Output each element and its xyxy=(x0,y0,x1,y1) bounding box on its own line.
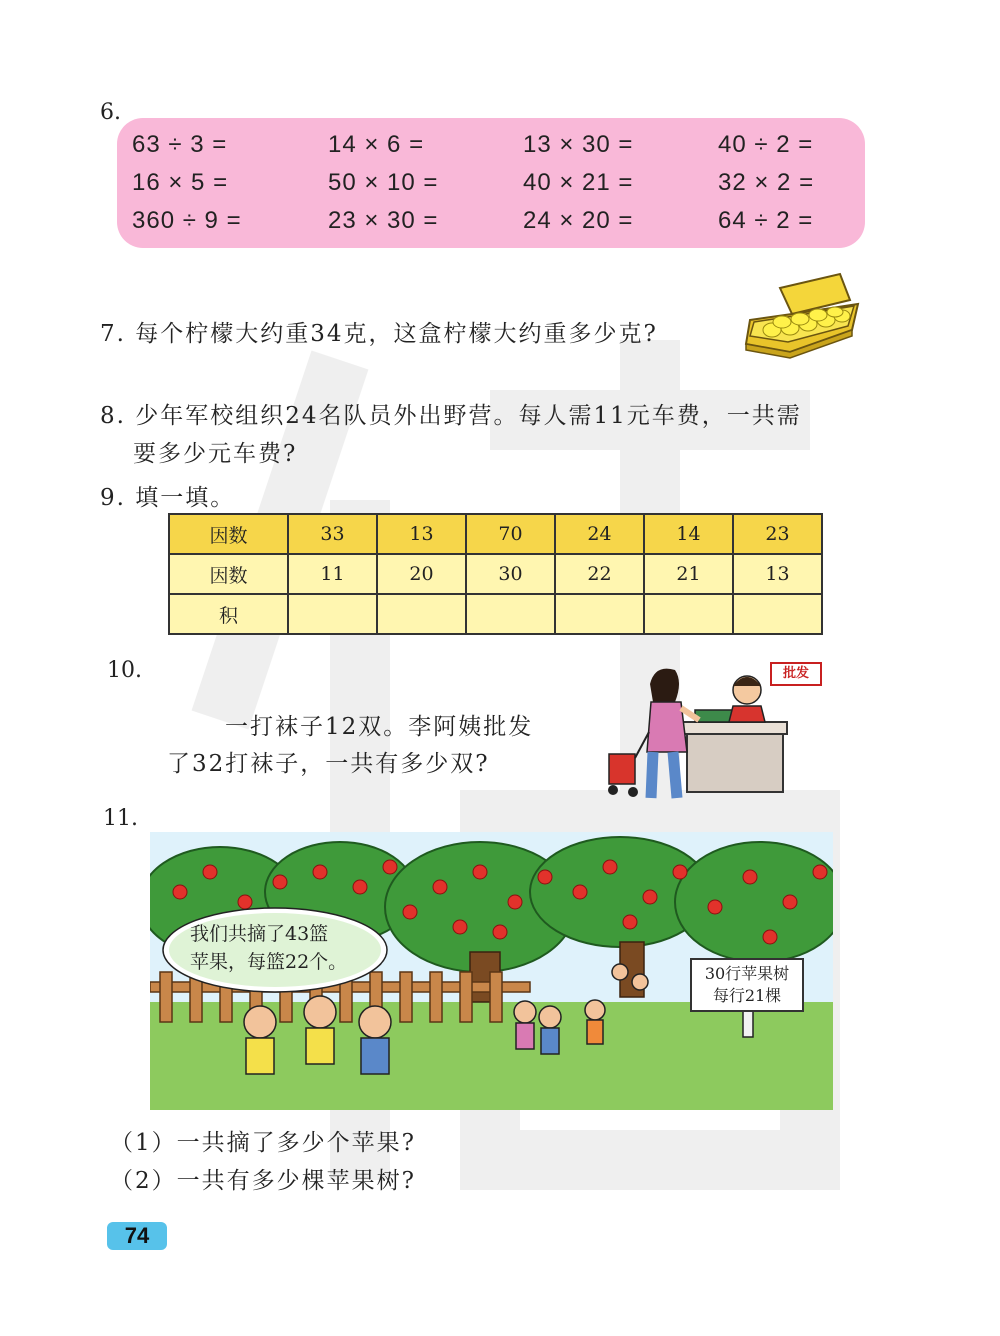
problem10-text-line2: 了32打袜子，一共有多少双? xyxy=(167,751,490,777)
orchard-sign xyxy=(690,958,804,1012)
table-cell: 23 xyxy=(733,514,822,554)
table-cell: 33 xyxy=(288,514,377,554)
table-cell: 22 xyxy=(555,554,644,594)
table-cell: 11 xyxy=(288,554,377,594)
page-number: 74 xyxy=(107,1222,167,1250)
calc-item: 14 × 6 = xyxy=(328,131,425,158)
problem8-line1 xyxy=(100,397,802,430)
answer-cell[interactable] xyxy=(377,594,466,634)
table-cell: 24 xyxy=(555,514,644,554)
table-cell: 13 xyxy=(377,514,466,554)
table-row xyxy=(169,594,822,634)
answer-cell[interactable] xyxy=(733,594,822,634)
sign-line1: 30行苹果树 xyxy=(704,964,790,983)
problem6-number: 6. xyxy=(100,100,121,125)
calc-item: 13 × 30 = xyxy=(523,131,634,158)
calculation-box xyxy=(117,118,865,248)
problem8-text-line1: 少年军校组织24名队员外出野营。每人需11元车费，一共需 xyxy=(135,403,802,429)
table-cell: 30 xyxy=(466,554,555,594)
lemon-box-illustration xyxy=(742,270,862,360)
problem7 xyxy=(100,315,658,348)
calc-item: 23 × 30 = xyxy=(328,207,439,234)
answer-cell[interactable] xyxy=(466,594,555,634)
calc-item: 63 ÷ 3 = xyxy=(132,131,228,158)
row-label: 因数 xyxy=(169,514,288,554)
problem8-text-line2: 要多少元车费? xyxy=(133,441,298,467)
table-cell: 14 xyxy=(644,514,733,554)
answer-cell[interactable] xyxy=(644,594,733,634)
calc-item: 24 × 20 = xyxy=(523,207,634,234)
apple-orchard-illustration xyxy=(150,832,833,1110)
sign-line2: 每行21棵 xyxy=(712,986,782,1005)
answer-cell[interactable] xyxy=(555,594,644,634)
factor-table xyxy=(168,513,823,635)
row-label: 积 xyxy=(169,594,288,634)
calc-item: 40 ÷ 2 = xyxy=(718,131,814,158)
calc-item: 360 ÷ 9 = xyxy=(132,207,242,234)
problem11-question1: （1）一共摘了多少个苹果? xyxy=(110,1130,416,1156)
bubble-line2: 苹果，每篮22个。 xyxy=(190,951,348,973)
problem10-number: 10. xyxy=(107,658,142,683)
table-row xyxy=(169,514,822,554)
problem9-number: 9. xyxy=(100,485,126,511)
table-cell: 20 xyxy=(377,554,466,594)
speech-bubble-text xyxy=(190,920,347,976)
answer-cell[interactable] xyxy=(288,594,377,634)
calc-item: 32 × 2 = xyxy=(718,169,815,196)
calc-item: 16 × 5 = xyxy=(132,169,229,196)
wholesale-store-illustration xyxy=(595,662,825,807)
bubble-line1: 我们共摘了43篮 xyxy=(190,923,329,945)
problem7-text: 每个柠檬大约重34克，这盒柠檬大约重多少克? xyxy=(135,321,658,347)
problem11-question2: （2）一共有多少棵苹果树? xyxy=(110,1168,416,1194)
calc-item: 40 × 21 = xyxy=(523,169,634,196)
table-cell: 70 xyxy=(466,514,555,554)
problem8-number: 8. xyxy=(100,403,126,429)
calc-item: 64 ÷ 2 = xyxy=(718,207,814,234)
problem9-heading xyxy=(100,479,235,512)
problem9-title: 填一填。 xyxy=(135,485,236,511)
table-cell: 21 xyxy=(644,554,733,594)
problem10-text-line1: 一打袜子12双。李阿姨批发 xyxy=(225,714,534,740)
table-cell: 13 xyxy=(733,554,822,594)
problem11-number: 11. xyxy=(103,806,138,831)
wholesale-sign: 批发 xyxy=(770,662,822,686)
row-label: 因数 xyxy=(169,554,288,594)
calc-item: 50 × 10 = xyxy=(328,169,439,196)
table-row xyxy=(169,554,822,594)
problem7-number: 7. xyxy=(100,321,126,347)
